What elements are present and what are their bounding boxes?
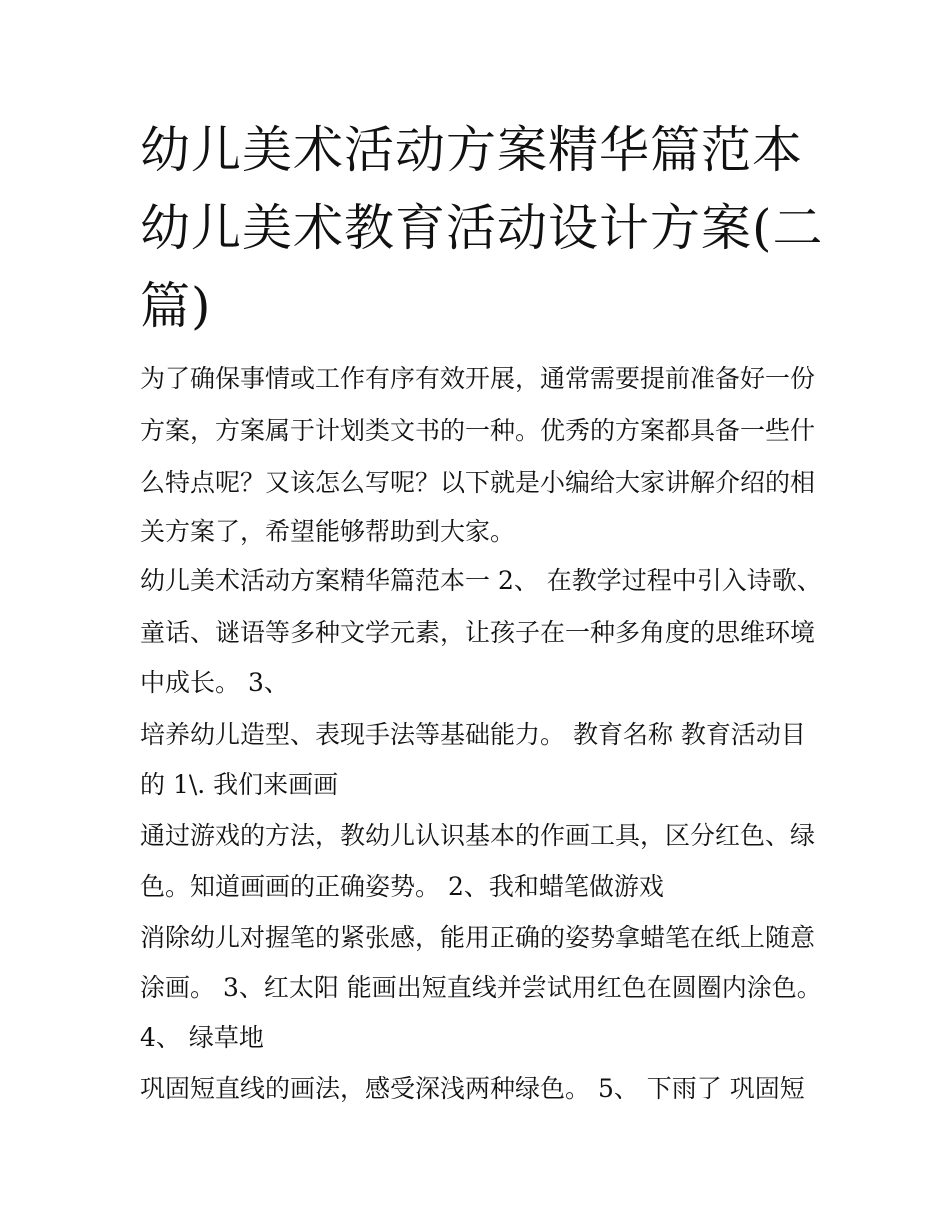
paragraph-line: 为了确保事情或工作有序有效开展，通常需要提前准备好一份 (140, 364, 816, 393)
paragraph-line: 消除幼儿对握笔的紧张感，能用正确的姿势拿蜡笔在纸上随意 (140, 923, 816, 952)
paragraph-line: 幼儿美术活动方案精华篇范本一 2、 在教学过程中引入诗歌、 (140, 566, 822, 595)
paragraph-line: 4、 绿草地 (140, 1023, 264, 1052)
paragraph-line: 童话、谜语等多种文学元素，让孩子在一种多角度的思维环境 (140, 618, 816, 647)
document-title-line-2: 幼儿美术教育活动设计方案(二 (140, 199, 824, 257)
paragraph-line: 关方案了，希望能够帮助到大家。 (140, 517, 516, 546)
paragraph-line: 通过游戏的方法，教幼儿认识基本的作画工具，区分红色、绿 (140, 821, 816, 850)
paragraph-line: 方案，方案属于计划类文书的一种。优秀的方案都具备一些什 (140, 416, 816, 445)
paragraph-line: 中成长。 3、 (140, 668, 289, 697)
paragraph-line: 巩固短直线的画法，感受深浅两种绿色。 5、 下雨了 巩固短 (140, 1074, 805, 1103)
paragraph-line: 色。知道画画的正确姿势。 2、我和蜡笔做游戏 (140, 872, 664, 901)
paragraph-line: 培养幼儿造型、表现手法等基础能力。 教育名称 教育活动目 (140, 720, 806, 749)
document-title-line-3: 篇) (140, 277, 212, 335)
paragraph-line: 的 1\. 我们来画画 (140, 770, 339, 799)
paragraph-line: 涂画。 3、红太阳 能画出短直线并尝试用红色在圆圈内涂色。 (140, 973, 822, 1002)
document-title-line-1: 幼儿美术活动方案精华篇范本 (140, 121, 803, 179)
paragraph-line: 么特点呢？又该怎么写呢？以下就是小编给大家讲解介绍的相 (140, 468, 816, 497)
